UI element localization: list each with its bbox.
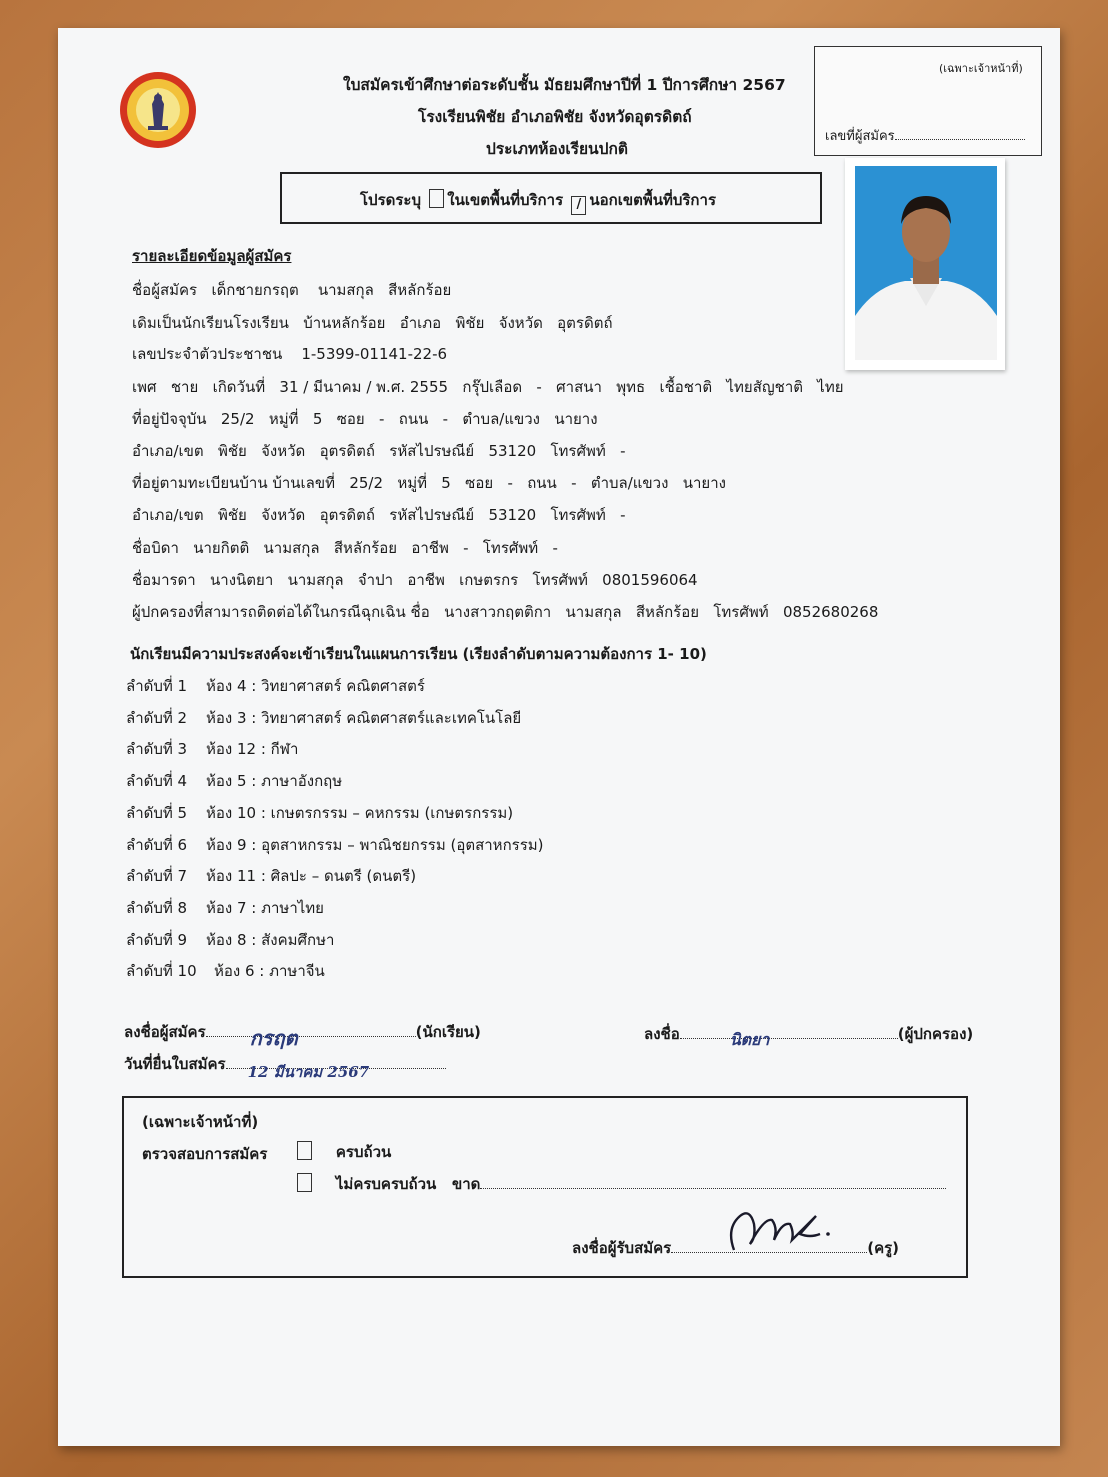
- school-name: โรงเรียนพิชัย อำเภอพิชัย จังหวัดอุตรดิตถ์: [418, 108, 692, 126]
- plan-rank: ลำดับที่ 2: [126, 708, 188, 727]
- plan-rank: ลำดับที่ 1: [126, 677, 188, 695]
- school-logo-icon: [118, 70, 198, 150]
- row-emergency-contact: ผู้ปกครองที่สามารถติดต่อได้ในกรณีฉุกเฉิน ชื่อ นางสาวกฤตติกา นามสกุล สีหลักร้อย โทรศัพท์ 0852680268: [132, 603, 879, 621]
- zone-label: โปรดระบุ: [360, 191, 422, 209]
- plan-rank: ลำดับที่ 5: [126, 803, 188, 822]
- applicant-photo: [845, 158, 1005, 370]
- complete-checkbox[interactable]: [297, 1141, 312, 1160]
- submission-date-line: วันที่ยื่นใบสมัคร 12 มีนาคม 2567: [124, 1052, 446, 1076]
- plan-room: ห้อง 3 : วิทยาศาสตร์ คณิตศาสตร์และเทคโนโลยี: [206, 708, 522, 727]
- applicant-number-label: เลขที่ผู้สมัคร: [825, 125, 1025, 146]
- row-registered-address-district: อำเภอ/เขต พิชัย จังหวัด อุตรดิตถ์ รหัสไปรษณีย์ 53120 โทรศัพท์ -: [132, 506, 626, 524]
- guardian-signature: นิตยา: [729, 1030, 770, 1049]
- plan-item: [126, 706, 521, 730]
- plan-room: ห้อง 8 : สังคมศึกษา: [206, 930, 335, 949]
- plan-item: [126, 801, 513, 825]
- applicant-signature-line: ลงชื่อผู้สมัคร กรฤต (นักเรียน): [124, 1020, 481, 1044]
- office-use-box: [814, 46, 1042, 156]
- plan-item: [126, 928, 334, 952]
- applicant-signature: กรฤต: [249, 1026, 298, 1050]
- row-registered-address: ที่อยู่ตามทะเบียนบ้าน บ้านเลขที่ 25/2 หมู่ที่ 5 ซอย - ถนน - ตำบล/แขวง นายาง: [132, 474, 726, 492]
- plan-item: [126, 864, 416, 888]
- row-personal-info: เพศ ชาย เกิดวันที่ 31 / มีนาคม / พ.ศ. 2555 กรุ๊ปเลือด - ศาสนา พุทธ เชื้อชาติ ไทยสัญชาติ ไทย: [132, 378, 844, 396]
- complete-option: ครบถ้วน: [294, 1140, 391, 1164]
- plan-rank: ลำดับที่ 10: [126, 962, 197, 981]
- plan-rank: ลำดับที่ 4: [126, 772, 188, 791]
- zone-option-out-checkbox[interactable]: /: [571, 196, 586, 215]
- plan-room: ห้อง 5 : ภาษาอังกฤษ: [206, 772, 343, 791]
- office-use-label: (เฉพาะเจ้าหน้าที่): [939, 62, 1023, 75]
- plan-rank: ลำดับที่ 3: [126, 740, 188, 759]
- zone-selection: [360, 188, 716, 215]
- plan-item: [126, 769, 342, 793]
- plan-room: ห้อง 9 : อุตสาหกรรม – พาณิชยกรรม (อุตสาหกรรม): [206, 835, 544, 854]
- row-current-address-district: อำเภอ/เขต พิชัย จังหวัด อุตรดิตถ์ รหัสไปรษณีย์ 53120 โทรศัพท์ -: [132, 442, 626, 460]
- details-heading: รายละเอียดข้อมูลผู้สมัคร: [132, 247, 292, 265]
- row-citizen-id: เลขประจำตัวประชาชน 1-5399-01141-22-6: [132, 345, 448, 363]
- submission-date-value: 12 มีนาคม 2567: [247, 1063, 370, 1081]
- plan-item: [126, 737, 298, 761]
- student-portrait-icon: [855, 166, 997, 360]
- plan-item: [126, 896, 324, 920]
- plan-room: ห้อง 7 : ภาษาไทย: [206, 898, 324, 917]
- plan-room: ห้อง 4 : วิทยาศาสตร์ คณิตศาสตร์: [206, 677, 425, 695]
- row-father: ชื่อบิดา นายกิตติ นามสกุล สีหลักร้อย อาชีพ - โทรศัพท์ -: [132, 539, 558, 557]
- check-application-label: ตรวจสอบการสมัคร: [142, 1145, 268, 1163]
- row-applicant-name: ชื่อผู้สมัคร เด็กชายกรฤต นามสกุล สีหลักร้อย: [132, 281, 452, 299]
- plan-room: ห้อง 12 : กีฬา: [206, 740, 299, 759]
- plan-room: ห้อง 10 : เกษตรกรรม – คหกรรม (เกษตรกรรม): [206, 803, 514, 822]
- application-form-paper: [58, 28, 1060, 1446]
- plan-rank: ลำดับที่ 7: [126, 867, 188, 886]
- plan-item: [126, 674, 425, 698]
- plan-rank: ลำดับที่ 8: [126, 898, 188, 917]
- row-mother: ชื่อมารดา นางนิตยา นามสกุล จำปา อาชีพ เกษตรกร โทรศัพท์ 0801596064: [132, 571, 698, 589]
- staff-use-label: (เฉพาะเจ้าหน้าที่): [142, 1113, 259, 1131]
- plan-room: ห้อง 11 : ศิลปะ – ดนตรี (ดนตรี): [206, 867, 417, 886]
- guardian-signature-line: ลงชื่อ นิตยา (ผู้ปกครอง): [644, 1022, 973, 1046]
- receiver-signature-line: ลงชื่อผู้รับสมัคร (ครู): [572, 1239, 900, 1257]
- staff-verification-box: [122, 1096, 968, 1278]
- row-current-address: ที่อยู่ปัจจุบัน 25/2 หมู่ที่ 5 ซอย - ถนน - ตำบล/แขวง นายาง: [132, 410, 598, 428]
- receiver-signature-icon: [720, 1198, 840, 1258]
- plan-rank: ลำดับที่ 6: [126, 835, 188, 854]
- class-type: ประเภทห้องเรียนปกติ: [486, 140, 628, 158]
- incomplete-option: ไม่ครบครบถ้วน ขาด: [294, 1172, 946, 1196]
- zone-option-in-checkbox[interactable]: [429, 189, 444, 208]
- row-previous-school: เดิมเป็นนักเรียนโรงเรียน บ้านหลักร้อย อำเภอ พิชัย จังหวัด อุตรดิตถ์: [132, 314, 613, 332]
- plan-item: [126, 833, 544, 857]
- plan-room: ห้อง 6 : ภาษาจีน: [214, 962, 325, 981]
- plan-rank: ลำดับที่ 9: [126, 930, 188, 949]
- form-title: ใบสมัครเข้าศึกษาต่อระดับชั้น มัธยมศึกษาปีที่ 1 ปีการศึกษา 2567: [343, 76, 786, 94]
- plans-heading: นักเรียนมีความประสงค์จะเข้าเรียนในแผนการเรียน (เรียงลำดับตามความต้องการ 1- 10): [130, 645, 707, 663]
- incomplete-checkbox[interactable]: [297, 1173, 312, 1192]
- zone-selection-box: [280, 172, 822, 224]
- plan-item: [126, 959, 325, 983]
- zone-option-out-label: นอกเขตพื้นที่บริการ: [589, 191, 716, 209]
- zone-option-in-label: ในเขตพื้นที่บริการ: [447, 191, 564, 209]
